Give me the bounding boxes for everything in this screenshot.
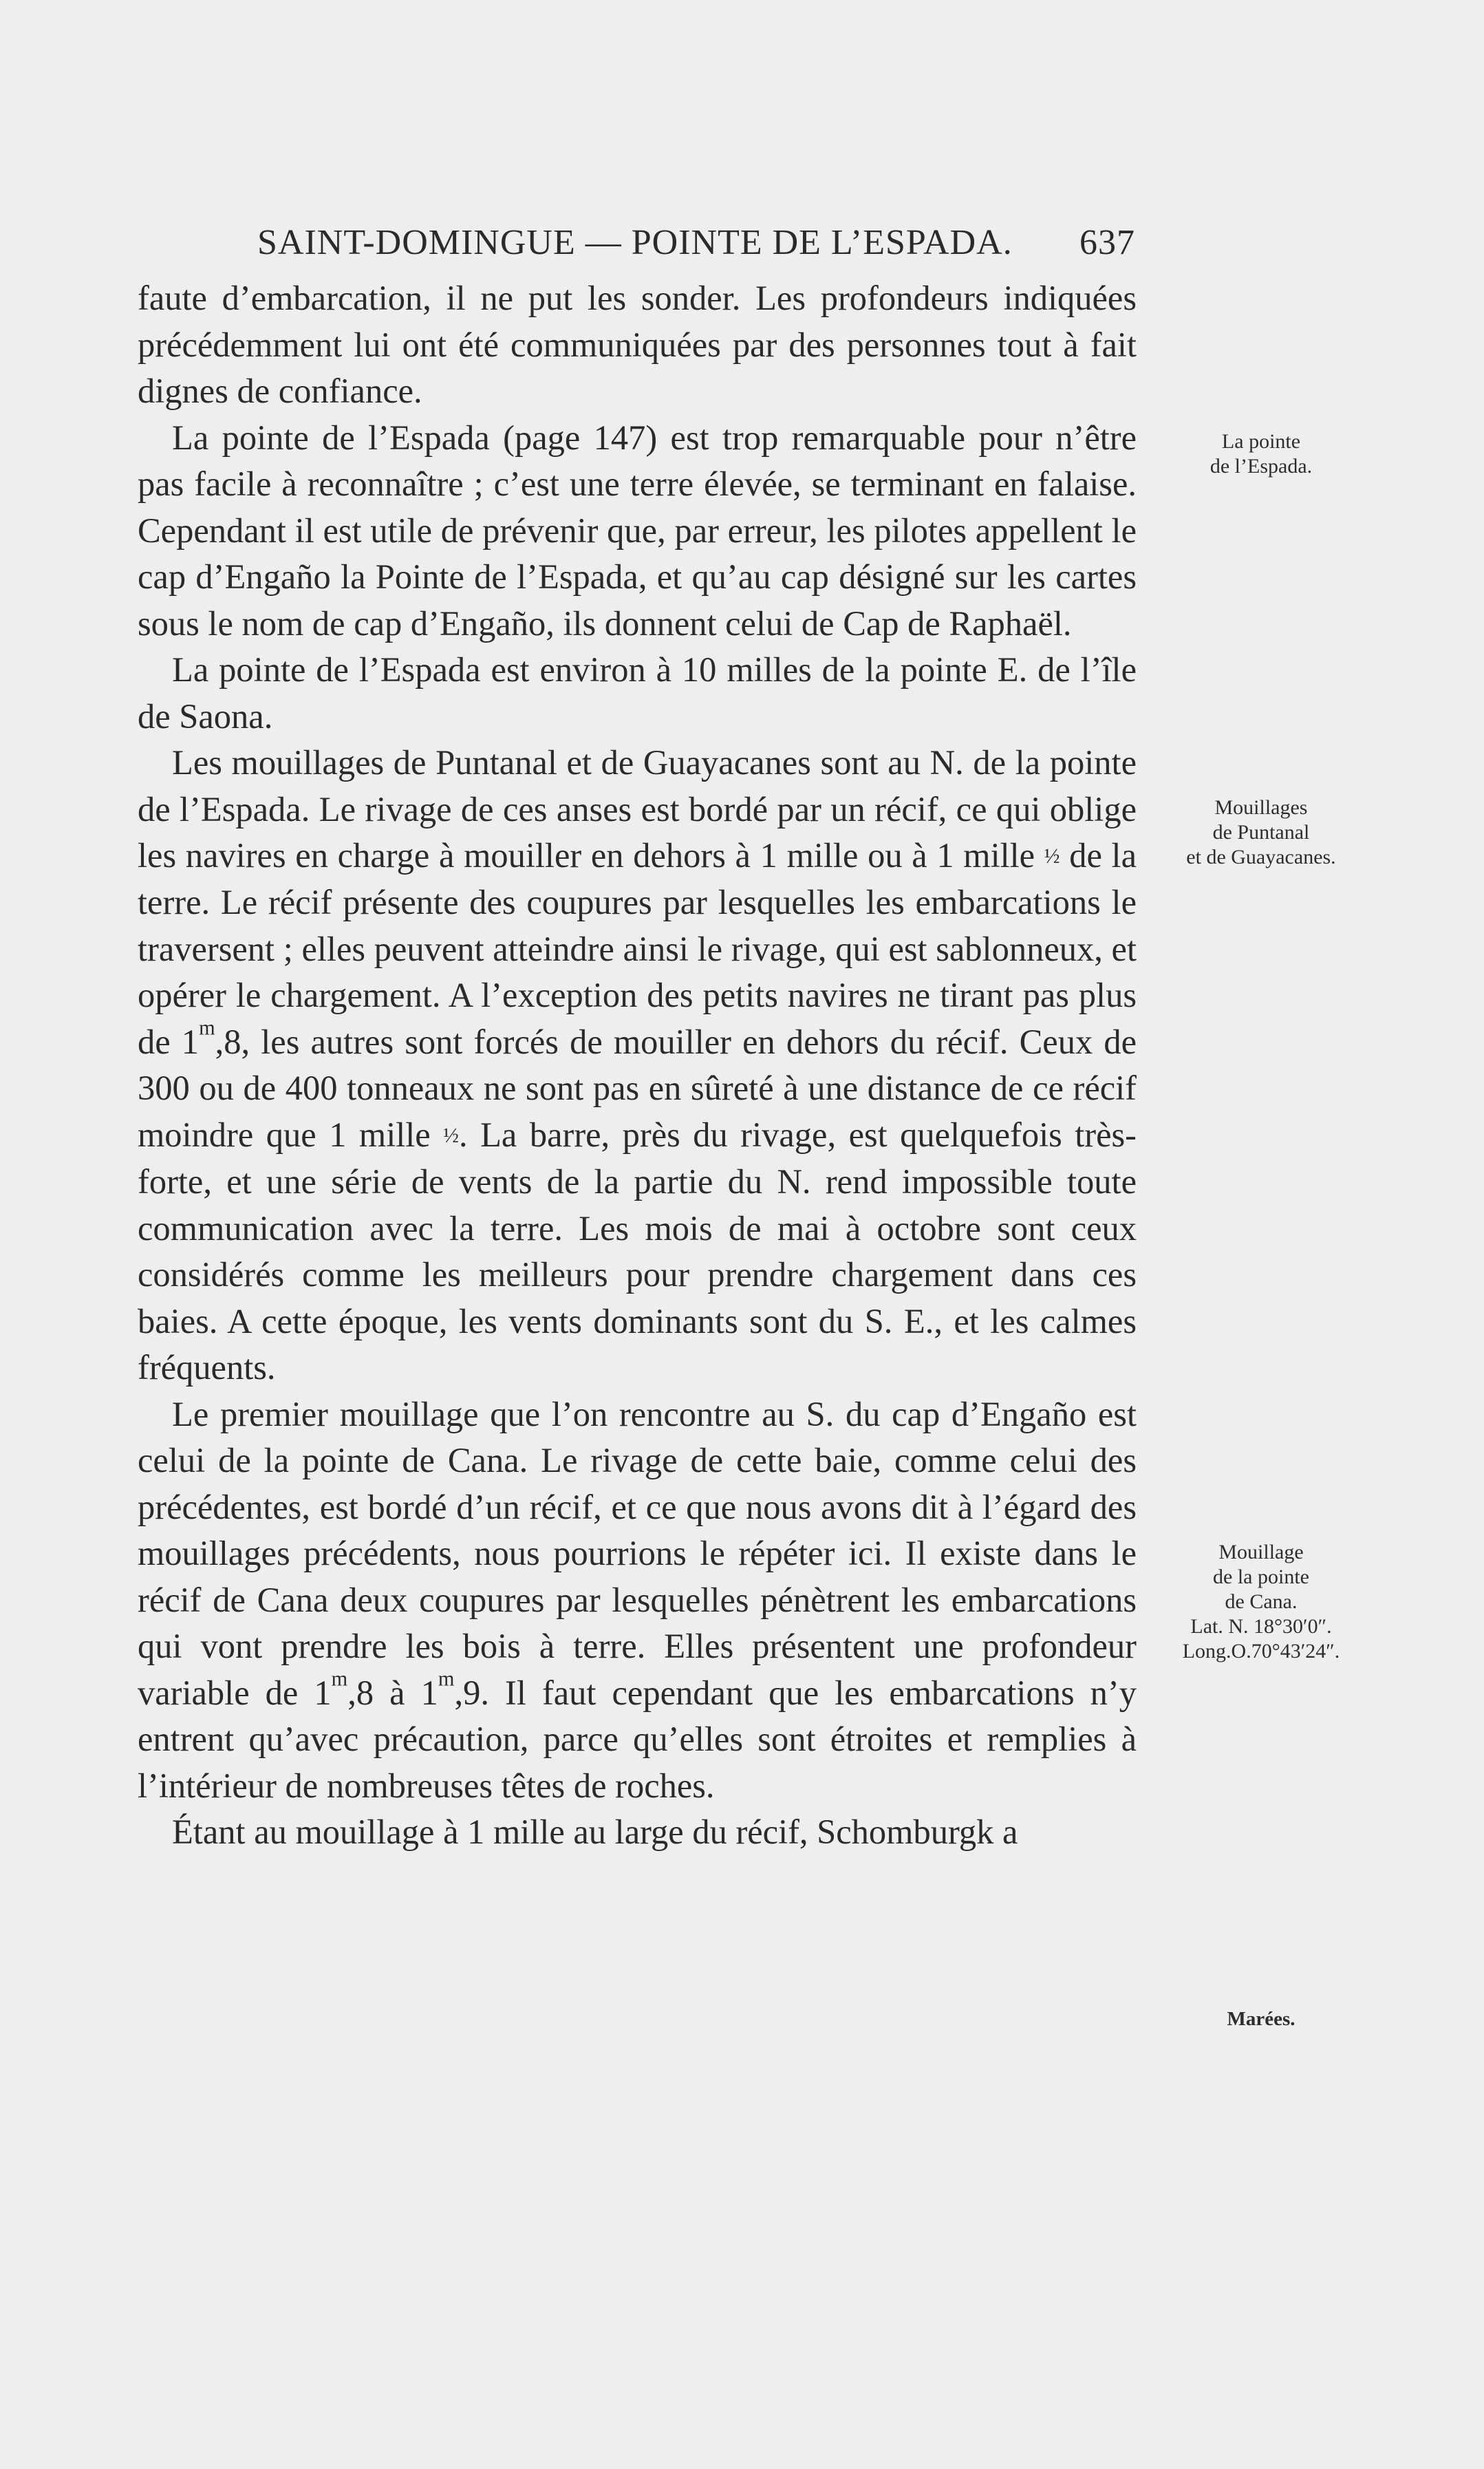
paragraph-4-part-a: Les mouillages de Puntanal et de Guayacanes sont au N. de la pointe de l’Espada. Le rivage de ces anses est bordé par un récif, ce qui oblige les navires en charge à mouiller en dehors à 1 mille ou à 1 mille: [138, 743, 1137, 875]
margin-note-line: de la pointe: [1213, 1565, 1309, 1588]
margin-note-line: Marées.: [1227, 2008, 1295, 2030]
page-title: SAINT-DOMINGUE — POINTE DE L’ESPADA.: [257, 223, 1013, 262]
paragraph-4-part-d: . La barre, près du rivage, est quelquefois très-forte, et une série de vents de la partie du N. rend impossible toute communication avec la terre. Les mois de mai à octobre sont ceux considérés comme les meilleurs pour prendre chargement dans ces baies. A cette époque, les vents dominants sont du S. E., et les calmes fréquents.: [138, 1115, 1137, 1387]
margin-note-line: et de Guayacanes.: [1186, 846, 1336, 868]
paragraph-6: Étant au mouillage à 1 mille au large du récif, Schomburgk a: [172, 1813, 1018, 1852]
unit-meter: m: [438, 1667, 455, 1691]
paragraph-5-part-b: ,8 à 1: [347, 1673, 438, 1712]
margin-note-line: de Puntanal: [1212, 821, 1310, 844]
unit-meter: m: [331, 1667, 348, 1691]
margin-note-line: de l’Espada.: [1209, 455, 1313, 478]
paragraph-4-part-b: de la terre. Le récif présente des coupures par lesquelles les embarcations le traversent ; elles peuvent atteindre ainsi le rivage, qui est sablonneux, et opérer le chargement. A l’exception des petits navires ne tirant pas plus de 1: [138, 836, 1137, 1061]
margin-note-line: Mouillage: [1218, 1541, 1304, 1563]
paragraph-2: La pointe de l’Espada (page 147) est trop remarquable pour n’être pas facile à reconnaître ; c’est une terre élevée, se terminant en falaise. Cependant il est utile de prévenir que, par erreur, les pilotes appellent le cap d’Engaño la Pointe de l’Espada, et qu’au cap désigné sur les cartes sous le nom de cap d’Engaño, ils donnent celui de Cap de Raphaël.: [138, 418, 1137, 643]
margin-note-cana: [1148, 1540, 1375, 1664]
margin-note-line: de Cana.: [1225, 1590, 1298, 1613]
paragraph-1: faute d’embarcation, il ne put les sonder. Les profondeurs indiquées précédemment lui ont été communiquées par des personnes tout à fait dignes de confiance.: [138, 279, 1137, 410]
margin-note-longitude: Long.O.70°43′24″.: [1182, 1640, 1340, 1663]
body-text: [138, 275, 1137, 1856]
paragraph-4: [138, 740, 1137, 1391]
margin-note-latitude: Lat. N. 18°30′0″.: [1190, 1615, 1332, 1638]
paragraph-5-part-c: ,9. Il faut cependant que les embarcations n’y entrent qu’avec précaution, parce qu’elles sont étroites et remplies à l’intérieur de nombreuses têtes de roches.: [138, 1673, 1137, 1805]
margin-note-mouillages: [1148, 795, 1375, 870]
running-head: [138, 219, 1137, 267]
margin-note-espada: [1148, 429, 1375, 479]
fraction-half: ½: [443, 1123, 459, 1147]
unit-meter: m: [199, 1016, 215, 1040]
paragraph-5: [138, 1391, 1137, 1810]
paragraph-3: La pointe de l’Espada est environ à 10 milles de la pointe E. de l’île de Saona.: [138, 650, 1137, 736]
page-number: 637: [1079, 223, 1135, 262]
margin-note-line: La pointe: [1221, 430, 1301, 453]
paragraph-4-part-c: ,8, les autres sont forcés de mouiller en dehors du récif. Ceux de 300 ou de 400 tonneaux ne sont pas en sûreté à une distance de ce récif moindre que 1 mille: [138, 1022, 1137, 1154]
paragraph-5-part-a: Le premier mouillage que l’on rencontre au S. du cap d’Engaño est celui de la pointe de Cana. Le rivage de cette baie, comme celui des précédentes, est bordé d’un récif, et ce que nous avons dit à l’égard des mouillages précédents, nous pourrions le répéter ici. Il existe dans le récif de Cana deux coupures par lesquelles pénètrent les embarcations qui vont prendre les bois à terre. Elles présentent une profondeur variable de 1: [138, 1394, 1137, 1712]
margin-note-line: Mouillages: [1214, 796, 1308, 819]
margin-note-marees: [1148, 2007, 1375, 2031]
fraction-half: ½: [1044, 844, 1060, 868]
